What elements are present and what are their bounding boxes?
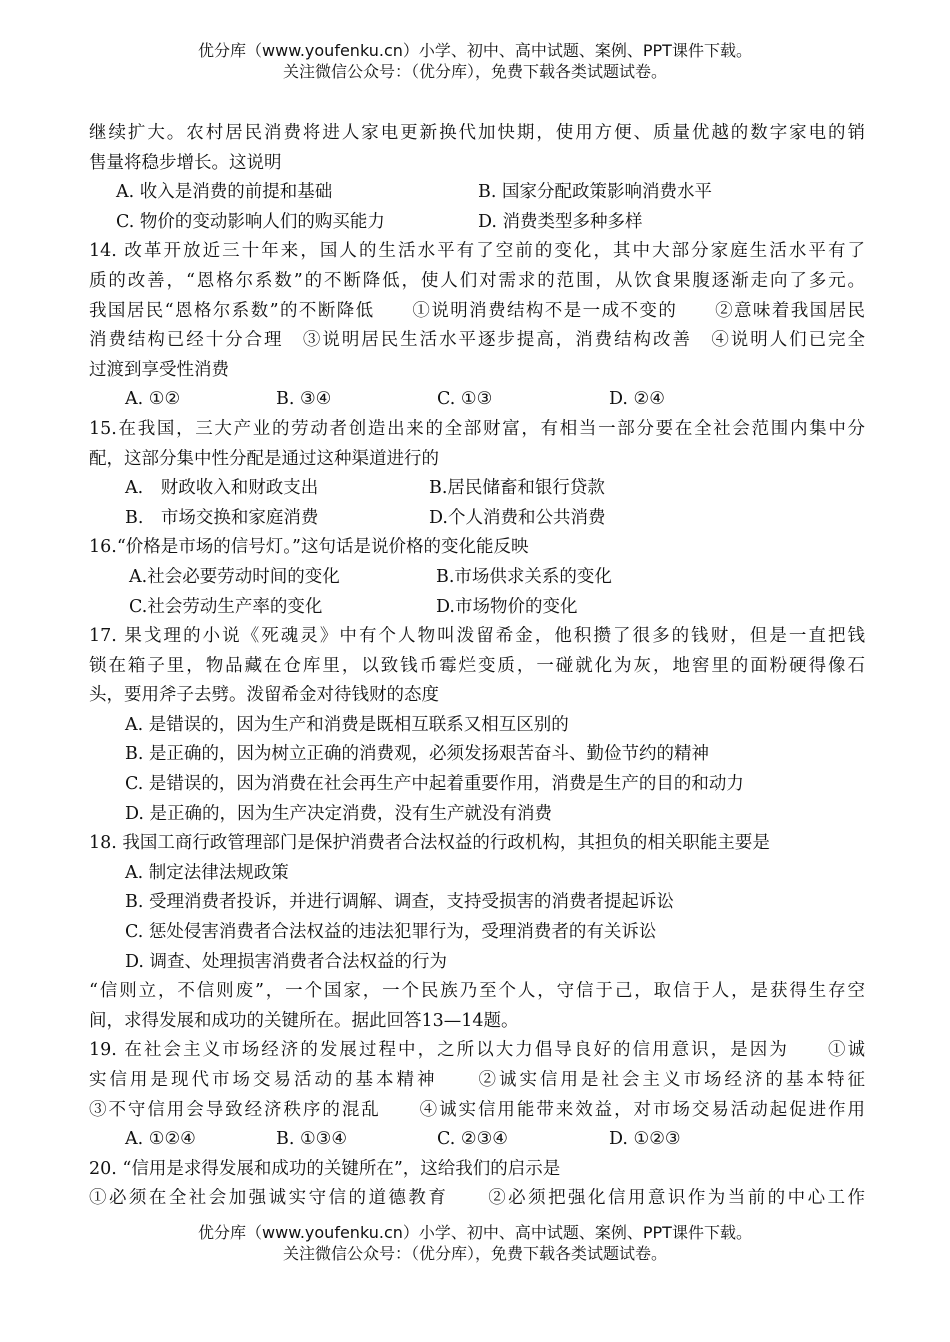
q19-option-c: C. ②③④ [437,1129,508,1150]
q19-line-2: 实信用是现代市场交易活动的基本精神 ②诚实信用是社会主义市场经济的基本特征 [89,1070,865,1090]
q17-option-d: D. 是正确的，因为生产决定消费，没有生产就没有消费 [125,803,553,824]
page-header [0,40,950,82]
q18-stem: 18. 我国工商行政管理部门是保护消费者合法权益的行政机构，其担负的相关职能主要是 [89,833,770,854]
q13-line-1: 继续扩大。农村居民消费将进人家电更新换代加快期，使用方便、质量优越的数字家电的销 [89,123,865,143]
q13-line-2: 售量将稳步增长。这说明 [89,152,282,173]
q14-line-2: 质的改善，“恩格尔系数”的不断降低，使人们对需求的范围，从饮食果腹逐渐走向了多元。 [89,270,865,291]
q14-line-4: 消费结构已经十分合理 ③说明居民生活水平逐步提高，消费结构改善 ④说明人们已完全 [89,330,865,351]
q14-option-b: B. ③④ [276,389,332,410]
q14-option-a: A. ①② [125,389,181,410]
q15-option-row-1 [89,474,865,504]
q19-line-3: ③不守信用会导致经济秩序的混乱 ④诚实信用能带来效益，对市场交易活动起促进作用 [89,1099,865,1120]
q17-option-b: B. 是正确的，因为树立正确的消费观，必须发扬艰苦奋斗、勤俭节约的精神 [125,744,709,765]
page-footer [0,1222,950,1264]
q20-line-1: 20. “信用是求得发展和成功的关键所在”，这给我们的启示是 [89,1158,561,1179]
q15-line-1: 15.在我国，三大产业的劳动者创造出来的全部财富，有相当一部分要在全社会范围内集中分 [89,418,865,439]
q13-option-row-2 [89,208,865,238]
q17-line-3: 头，要用斧子去劈。泼留希金对待钱财的态度 [89,685,439,706]
header-line-1: 优分库（www.youfenku.cn）小学、初中、高中试题、案例、PPT课件下载。 [198,41,752,60]
q15-option-row-2 [89,504,865,534]
q15-option-c: B. 市场交换和家庭消费 [125,507,319,528]
q17-line-2: 锁在箱子里，物品藏在仓库里，以致钱币霉烂变质，一碰就化为灰，地窖里的面粉硬得像石 [89,655,865,676]
q13-option-d: D. 消费类型多种多样 [478,211,643,232]
q15-option-a: A. 财政收入和财政支出 [125,478,319,499]
q14-line-1: 14. 改革开放近三十年来，国人的生活水平有了空前的变化，其中大部分家庭生活水平有了 [89,241,865,262]
q19-option-b: B. ①③④ [276,1129,348,1150]
passage-line-1: “信则立，不信则废”，一个国家，一个民族乃至个人，守信于己，取信于人，是获得生存空 [89,981,865,1002]
q15-line-2: 配，这部分集中性分配是通过这种渠道进行的 [89,448,439,469]
q15-option-b: B.居民储畜和银行贷款 [429,478,605,499]
q16-option-b: B.市场供求关系的变化 [436,566,612,587]
q16-option-c: C.社会劳动生产率的变化 [129,596,323,617]
q16-option-row-2 [89,593,865,623]
header-line-2: 关注微信公众号：（优分库），免费下载各类试题试卷。 [282,62,667,81]
q14-line-3: 我国居民“恩格尔系数”的不断降低 ①说明消费结构不是一成不变的 ②意味着我国居民 [89,300,865,321]
q15-option-d: D.个人消费和公共消费 [429,507,606,528]
q18-option-d: D. 调查、处理损害消费者合法权益的行为 [125,951,448,972]
q14-option-d: D. ②④ [609,389,665,410]
q16-option-row-1 [89,563,865,593]
footer-line-2: 关注微信公众号：（优分库），免费下载各类试题试卷。 [282,1244,667,1263]
q19-line-1: 19. 在社会主义市场经济的发展过程中，之所以大力倡导良好的信用意识，是因为 ①诚 [89,1040,865,1061]
q19-option-d: D. ①②③ [609,1129,681,1150]
q19-option-a: A. ①②④ [125,1129,196,1150]
q14-line-5: 过渡到享受性消费 [89,359,229,380]
q16-stem: 16.“价格是市场的信号灯。”这句话是说价格的变化能反映 [89,537,529,558]
passage-line-2: 间，求得发展和成功的关键所在。据此回答13—14题。 [89,1010,519,1031]
q14-option-c: C. ①③ [437,389,493,410]
q18-option-c: C. 惩处侵害消费者合法权益的违法犯罪行为，受理消费者的有关诉讼 [125,922,657,943]
q14-option-row [89,385,865,415]
q16-option-a: A.社会必要劳动时间的变化 [129,566,340,587]
q13-option-c: C. 物价的变动影响人们的购买能力 [116,211,385,232]
q18-option-a: A. 制定法律法规政策 [125,862,289,883]
q17-option-a: A. 是错误的，因为生产和消费是既相互联系又相互区别的 [125,714,569,735]
q13-option-a: A. 收入是消费的前提和基础 [116,182,333,203]
q16-option-d: D.市场物价的变化 [436,596,578,617]
q17-line-1: 17. 果戈理的小说《死魂灵》中有个人物叫泼留希金，他积攒了很多的钱财，但是一直把钱 [89,626,865,647]
exam-content [89,119,865,1214]
q17-option-c: C. 是错误的，因为消费在社会再生产中起着重要作用，消费是生产的目的和动力 [125,774,744,795]
footer-line-1: 优分库（www.youfenku.cn）小学、初中、高中试题、案例、PPT课件下载。 [198,1223,752,1242]
q20-line-2: ①必须在全社会加强诚实守信的道德教育 ②必须把强化信用意识作为当前的中心工作 [89,1188,865,1209]
q19-option-row [89,1125,865,1155]
q18-option-b: B. 受理消费者投诉，并进行调解、调查，支持受损害的消费者提起诉讼 [125,892,674,913]
q13-option-row-1 [89,178,865,208]
q13-option-b: B. 国家分配政策影响消费水平 [478,182,712,203]
